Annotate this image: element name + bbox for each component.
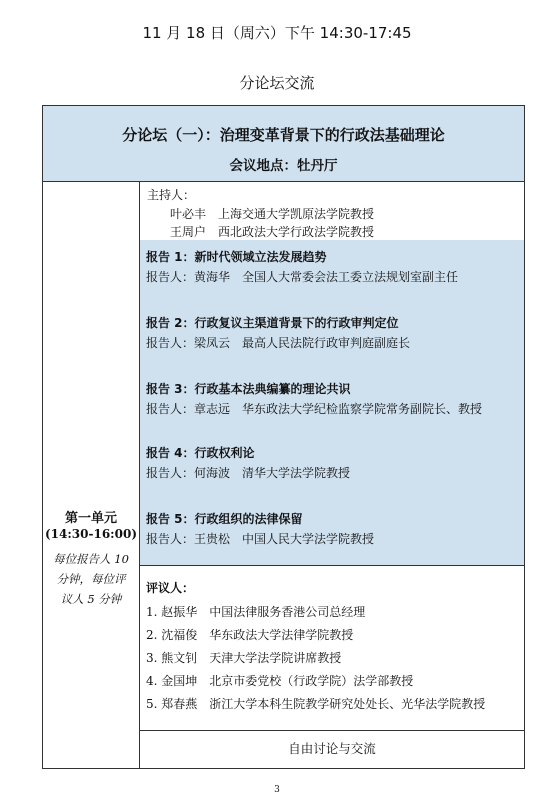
commentators-label: 评议人：	[146, 581, 195, 595]
forum-venue: 会议地点：牡丹厅	[229, 158, 338, 174]
page-number: 3	[274, 785, 280, 795]
forum-title: 分论坛（一）：治理变革背景下的行政法基础理论	[122, 126, 445, 144]
host-label: 主持人：	[147, 188, 196, 202]
host-item: 叶必丰 上海交通大学凯原法学院教授	[170, 207, 375, 221]
forum-header	[43, 106, 524, 182]
report-title: 报告 5：行政组织的法律保留	[146, 512, 303, 526]
report-title: 报告 2：行政复议主渠道背景下的行政审判定位	[146, 316, 399, 330]
commentator-item: 5. 郑春燕 浙江大学本科生院教学研究处处长、光华法学院教授	[146, 697, 486, 711]
unit-name: 第一单元	[64, 511, 117, 526]
unit-time: (14:30-16:00)	[45, 527, 137, 541]
report-speaker: 报告人：黄海华 全国人大常委会法工委立法规划室副主任	[146, 270, 459, 284]
report-speaker: 报告人：何海波 清华大学法学院教授	[146, 466, 351, 480]
commentator-item: 2. 沈福俊 华东政法大学法律学院教授	[146, 628, 354, 642]
commentator-item: 3. 熊文钊 天津大学法学院讲席教授	[146, 651, 342, 665]
unit-cell	[43, 181, 140, 768]
report-title: 报告 1：新时代领域立法发展趋势	[146, 250, 327, 264]
schedule-table	[42, 105, 525, 769]
report-speaker: 报告人：梁凤云 最高人民法院行政审判庭副庭长	[146, 336, 411, 350]
host-item: 王周户 西北政法大学行政法学院教授	[170, 225, 375, 239]
session-date-time: 11 月 18 日（周六）下午 14:30-17:45	[142, 24, 412, 42]
report-speaker: 报告人：章志远 华东政法大学纪检监察学院常务副院长、教授	[146, 402, 483, 416]
report-title: 报告 3：行政基本法典编纂的理论共识	[146, 382, 351, 396]
report-speaker: 报告人：王贵松 中国人民大学法学院教授	[146, 532, 375, 546]
commentator-item: 1. 赵振华 中国法律服务香港公司总经理	[146, 605, 366, 619]
reports-block	[140, 240, 524, 566]
report-title: 报告 4：行政权利论	[146, 446, 255, 460]
free-discussion: 自由讨论与交流	[288, 741, 376, 756]
section-title: 分论坛交流	[239, 74, 315, 92]
unit-note: 每位报告人 10 分钟，每位评议人 5 分钟	[53, 552, 129, 606]
host-block	[140, 181, 524, 241]
commentator-item: 4. 金国坤 北京市委党校（行政学院）法学部教授	[146, 674, 414, 688]
commentators-block	[140, 565, 524, 731]
